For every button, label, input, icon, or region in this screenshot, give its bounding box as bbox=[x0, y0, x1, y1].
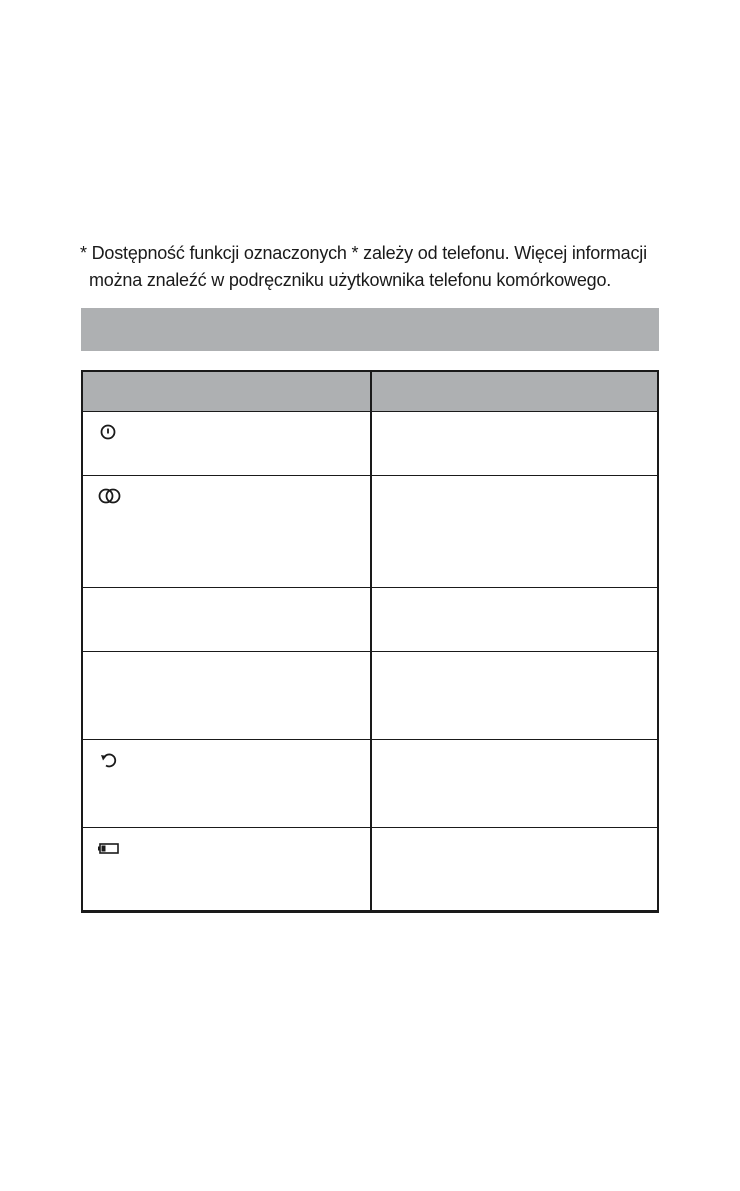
footnote bbox=[80, 240, 680, 294]
function-table bbox=[81, 370, 659, 913]
footnote-line-1: * Dostępność funkcji oznaczonych * zależy od telefonu. Więcej informacji bbox=[80, 243, 647, 263]
double-circle-icon bbox=[97, 487, 119, 505]
footnote-line-2: można znaleźć w podręczniku użytkownika telefonu komórkowego. bbox=[89, 270, 612, 290]
battery-icon bbox=[97, 839, 119, 857]
section-header-bar bbox=[81, 308, 659, 351]
redial-icon bbox=[97, 751, 119, 769]
power-icon bbox=[97, 423, 119, 441]
column-divider bbox=[370, 372, 372, 911]
